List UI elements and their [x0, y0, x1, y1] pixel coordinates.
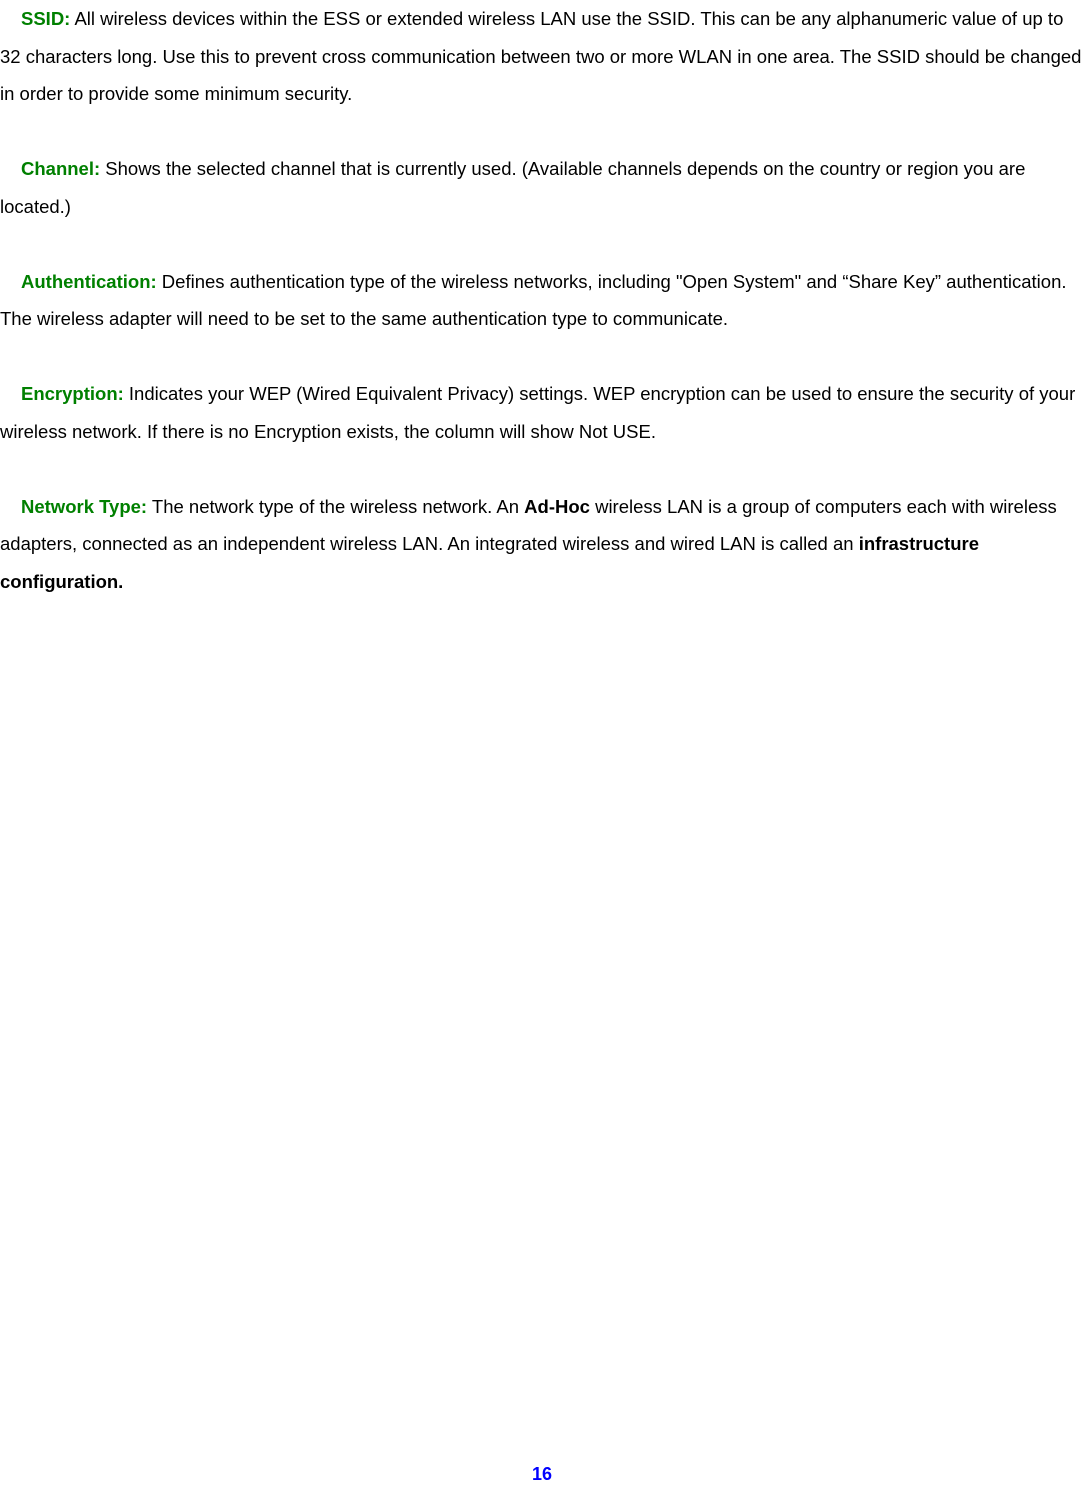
- page-number: 16: [531, 1464, 553, 1484]
- ssid-paragraph: [0, 0, 1084, 113]
- encryption-paragraph: [0, 375, 1084, 450]
- infrastructure-emphasis: infrastructure configuration.: [0, 533, 979, 592]
- ad-hoc-emphasis: Ad-Hoc: [524, 495, 590, 517]
- ssid-term: SSID:: [21, 8, 71, 29]
- encryption-term: Encryption:: [21, 383, 124, 404]
- network-type-term: Network Type:: [21, 495, 148, 517]
- authentication-term: Authentication:: [21, 270, 157, 292]
- channel-description: Shows the selected channel that is currently used. (Available channels depends on the country or region you are located.): [0, 158, 1026, 217]
- authentication-description: Defines authentication type of the wireless networks, including "Open System" and “Share Key” authentication. The wireless adapter will need to be set to the same authentication type to communicate.: [0, 270, 1067, 329]
- authentication-paragraph: [0, 263, 1084, 338]
- channel-paragraph: [0, 150, 1084, 225]
- network-type-description-part1: The network type of the wireless network. An: [147, 495, 525, 517]
- network-type-description-part2: wireless LAN is a group of computers each with wireless adapters, connected as an independent wireless LAN. An integrated wireless and wired LAN is called an: [0, 495, 1057, 554]
- ssid-description: All wireless devices within the ESS or extended wireless LAN use the SSID. This can be any alphanumeric value of up to 32 characters long. Use this to prevent cross communication between two or more WLAN in one area. The SSID should be changed in order to provide some minimum security.: [0, 8, 1082, 104]
- network-type-paragraph: [0, 488, 1084, 601]
- channel-term: Channel:: [21, 158, 101, 179]
- document-body: [0, 0, 1084, 600]
- encryption-description: Indicates your WEP (Wired Equivalent Privacy) settings. WEP encryption can be used to ensure the security of your wireless network. If there is no Encryption exists, the column will show Not USE.: [0, 383, 1076, 442]
